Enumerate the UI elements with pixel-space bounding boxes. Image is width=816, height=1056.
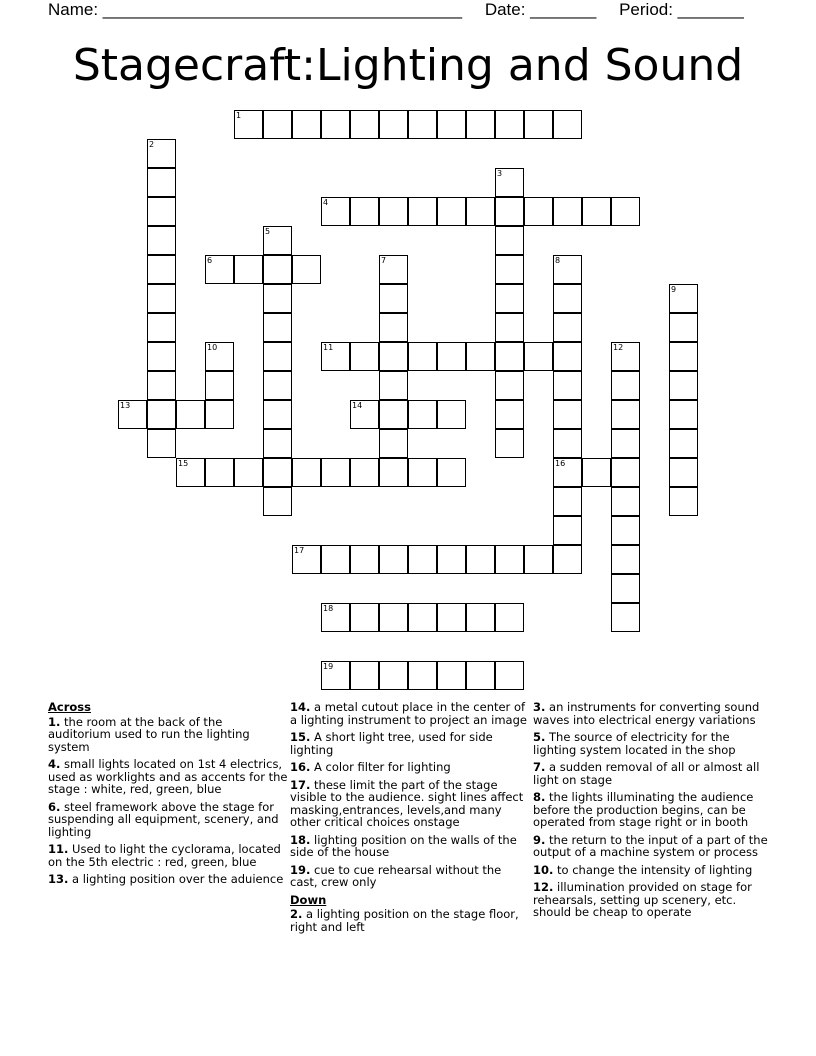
grid-cell[interactable] [379, 458, 408, 487]
grid-cell[interactable] [437, 603, 466, 632]
clue-number: 18 [323, 604, 334, 613]
grid-cell[interactable] [205, 371, 234, 400]
grid-cell[interactable] [669, 342, 698, 371]
grid-cell[interactable] [263, 342, 292, 371]
clue-across-4: 4. small lights located on 1st 4 electrics, used as worklights and as accents for the stage : white, red, green, blue [48, 757, 288, 796]
grid-cell[interactable] [234, 255, 263, 284]
grid-cell[interactable] [669, 429, 698, 458]
clue-down-8: 8. the lights illuminating the audience before the production begins, can be operated from stage right or in booth [533, 790, 754, 829]
grid-cell[interactable] [495, 400, 524, 429]
grid-cell[interactable] [611, 603, 640, 632]
grid-cell[interactable] [611, 516, 640, 545]
grid-cell[interactable] [437, 110, 466, 139]
across-heading: Across [48, 700, 91, 714]
grid-cell[interactable] [495, 661, 524, 690]
grid-cell[interactable] [147, 284, 176, 313]
grid-cell[interactable] [234, 458, 263, 487]
clue-down-7: 7. a sudden removal of all or almost all light on stage [533, 760, 760, 787]
grid-cell[interactable] [147, 168, 176, 197]
clue-across-18: 18. lighting position on the walls of the side of the house [290, 832, 517, 859]
grid-cell[interactable] [321, 458, 350, 487]
grid-cell[interactable] [379, 429, 408, 458]
clue-down-9: 9. the return to the input of a part of the output of a machine system or process [533, 832, 768, 859]
grid-cell[interactable] [437, 342, 466, 371]
grid-cell[interactable] [379, 284, 408, 313]
clue-number: 10 [207, 343, 218, 352]
grid-cell[interactable] [466, 545, 495, 574]
grid-cell[interactable] [379, 197, 408, 226]
grid-cell[interactable] [495, 429, 524, 458]
grid-cell[interactable] [553, 487, 582, 516]
grid-cell[interactable] [669, 458, 698, 487]
grid-cell[interactable] [408, 197, 437, 226]
grid-cell[interactable] [408, 110, 437, 139]
grid-cell[interactable] [611, 458, 640, 487]
grid-cell[interactable] [350, 197, 379, 226]
grid-cell[interactable] [263, 110, 292, 139]
grid-cell[interactable] [321, 110, 350, 139]
grid-cell[interactable] [263, 371, 292, 400]
clue-number: 15 [178, 459, 189, 468]
clue-number: 5 [265, 227, 271, 236]
grid-cell[interactable] [408, 458, 437, 487]
grid-cell[interactable] [524, 545, 553, 574]
clue-number: 14 [352, 401, 363, 410]
grid-cell[interactable] [292, 255, 321, 284]
grid-cell[interactable] [350, 603, 379, 632]
grid-cell[interactable] [408, 603, 437, 632]
grid-cell[interactable] [147, 400, 176, 429]
grid-cell[interactable] [582, 197, 611, 226]
name-field[interactable]: Name: ______________________________________ [48, 0, 463, 19]
page-title: Stagecraft:Lighting and Sound [72, 40, 744, 91]
grid-cell[interactable] [321, 545, 350, 574]
grid-cell[interactable] [466, 342, 495, 371]
grid-cell[interactable] [176, 400, 205, 429]
grid-cell[interactable] [437, 661, 466, 690]
grid-cell[interactable] [553, 110, 582, 139]
grid-cell[interactable] [263, 429, 292, 458]
clue-across-6: 6. steel framework above the stage for suspending all equipment, scenery, and lighting [48, 799, 279, 839]
clue-number: 7 [381, 256, 387, 265]
grid-cell[interactable] [147, 226, 176, 255]
clue-number: 9 [671, 285, 677, 294]
clue-number: 1 [236, 111, 242, 120]
grid-cell[interactable] [437, 545, 466, 574]
grid-cell[interactable] [669, 400, 698, 429]
grid-cell[interactable] [495, 313, 524, 342]
clue-across-11: 11. Used to light the cyclorama, located on the 5th electric : red, green, blue [48, 842, 281, 869]
grid-cell[interactable] [147, 371, 176, 400]
grid-cell[interactable] [379, 603, 408, 632]
clue-down-2: 2. a lighting position on the stage floor, right and left [290, 907, 519, 934]
grid-cell[interactable] [408, 661, 437, 690]
grid-cell[interactable] [379, 110, 408, 139]
clue-number: 17 [294, 546, 305, 555]
grid-cell[interactable] [495, 226, 524, 255]
grid-cell[interactable] [495, 284, 524, 313]
grid-cell[interactable] [437, 400, 466, 429]
grid-cell[interactable] [379, 371, 408, 400]
period-field[interactable]: Period: _______ [619, 0, 744, 19]
grid-cell[interactable] [379, 400, 408, 429]
grid-cell[interactable] [147, 313, 176, 342]
grid-cell[interactable] [379, 313, 408, 342]
grid-cell[interactable] [466, 110, 495, 139]
grid-cell[interactable] [495, 342, 524, 371]
grid-cell[interactable] [611, 197, 640, 226]
clue-down-5: 5. The source of electricity for the lighting system located in the shop [533, 730, 736, 757]
clues-column-2 [290, 701, 530, 938]
grid-cell[interactable] [553, 400, 582, 429]
clues-column-1 [48, 701, 288, 891]
clue-down-10: 10. to change the intensity of lighting [533, 862, 753, 877]
grid-cell[interactable] [466, 197, 495, 226]
grid-cell[interactable] [408, 545, 437, 574]
grid-cell[interactable] [437, 458, 466, 487]
grid-cell[interactable] [147, 197, 176, 226]
clue-number: 11 [323, 343, 334, 352]
grid-cell[interactable] [553, 313, 582, 342]
clue-across-17: 17. these limit the part of the stage visible to the audience. sight lines affect masking,entrances, levels,and many other critical choices onstage [290, 777, 524, 829]
grid-cell[interactable] [263, 255, 292, 284]
clue-across-16: 16. A color filter for lighting [290, 760, 451, 774]
grid-cell[interactable] [350, 110, 379, 139]
clue-number: 8 [555, 256, 561, 265]
down-heading: Down [290, 892, 327, 907]
grid-cell[interactable] [379, 661, 408, 690]
grid-cell[interactable] [263, 284, 292, 313]
clue-number: 6 [207, 256, 213, 265]
grid-cell[interactable] [524, 342, 553, 371]
grid-cell[interactable] [495, 545, 524, 574]
clue-number: 2 [149, 140, 155, 149]
grid-cell[interactable] [611, 371, 640, 400]
grid-cell[interactable] [437, 197, 466, 226]
grid-cell[interactable] [263, 313, 292, 342]
grid-cell[interactable] [350, 342, 379, 371]
grid-cell[interactable] [524, 110, 553, 139]
clue-down-12: 12. illumination provided on stage for rehearsals, setting up scenery, etc. should be cheap to operate [533, 880, 752, 919]
grid-cell[interactable] [553, 429, 582, 458]
grid-cell[interactable] [147, 342, 176, 371]
clue-across-14: 14. a metal cutout place in the center of a lighting instrument to project an image [290, 700, 527, 727]
grid-cell[interactable] [466, 603, 495, 632]
clue-number: 3 [497, 169, 503, 178]
grid-cell[interactable] [611, 400, 640, 429]
grid-cell[interactable] [553, 516, 582, 545]
grid-cell[interactable] [611, 429, 640, 458]
grid-cell[interactable] [669, 313, 698, 342]
grid-cell[interactable] [495, 110, 524, 139]
grid-cell[interactable] [669, 487, 698, 516]
grid-cell[interactable] [582, 458, 611, 487]
grid-cell[interactable] [524, 197, 553, 226]
clue-down-3: 3. an instruments for converting sound waves into electrical energy variations [533, 700, 760, 727]
clue-across-15: 15. A short light tree, used for side lighting [290, 730, 493, 757]
grid-cell[interactable] [553, 284, 582, 313]
grid-cell[interactable] [350, 661, 379, 690]
clue-across-13: 13. a lighting position over the aduience [48, 872, 284, 886]
grid-cell[interactable] [263, 487, 292, 516]
grid-cell[interactable] [553, 342, 582, 371]
grid-cell[interactable] [205, 400, 234, 429]
grid-cell[interactable] [147, 429, 176, 458]
clue-number: 4 [323, 198, 329, 207]
grid-cell[interactable] [408, 400, 437, 429]
clue-across-1: 1. the room at the back of the auditorium used to run the lighting system [48, 714, 250, 754]
clues-column-3 [533, 701, 773, 924]
grid-cell[interactable] [611, 487, 640, 516]
clue-number: 13 [120, 401, 131, 410]
clue-across-19: 19. cue to cue rehearsal without the cast, crew only [290, 862, 502, 889]
grid-cell[interactable] [669, 371, 698, 400]
grid-cell[interactable] [553, 197, 582, 226]
grid-cell[interactable] [292, 458, 321, 487]
grid-cell[interactable] [553, 545, 582, 574]
grid-cell[interactable] [379, 545, 408, 574]
grid-cell[interactable] [263, 400, 292, 429]
grid-cell[interactable] [408, 342, 437, 371]
grid-cell[interactable] [205, 458, 234, 487]
date-field[interactable]: Date: _______ [484, 0, 597, 19]
grid-cell[interactable] [553, 371, 582, 400]
grid-cell[interactable] [263, 458, 292, 487]
grid-cell[interactable] [466, 661, 495, 690]
grid-cell[interactable] [379, 342, 408, 371]
grid-cell[interactable] [495, 603, 524, 632]
grid-cell[interactable] [147, 255, 176, 284]
clue-number: 19 [323, 662, 334, 671]
grid-cell[interactable] [495, 197, 524, 226]
clue-number: 16 [555, 459, 566, 468]
grid-cell[interactable] [292, 110, 321, 139]
grid-cell[interactable] [611, 545, 640, 574]
grid-cell[interactable] [495, 255, 524, 284]
grid-cell[interactable] [350, 458, 379, 487]
clue-number: 12 [613, 343, 624, 352]
grid-cell[interactable] [350, 545, 379, 574]
grid-cell[interactable] [495, 371, 524, 400]
grid-cell[interactable] [611, 574, 640, 603]
